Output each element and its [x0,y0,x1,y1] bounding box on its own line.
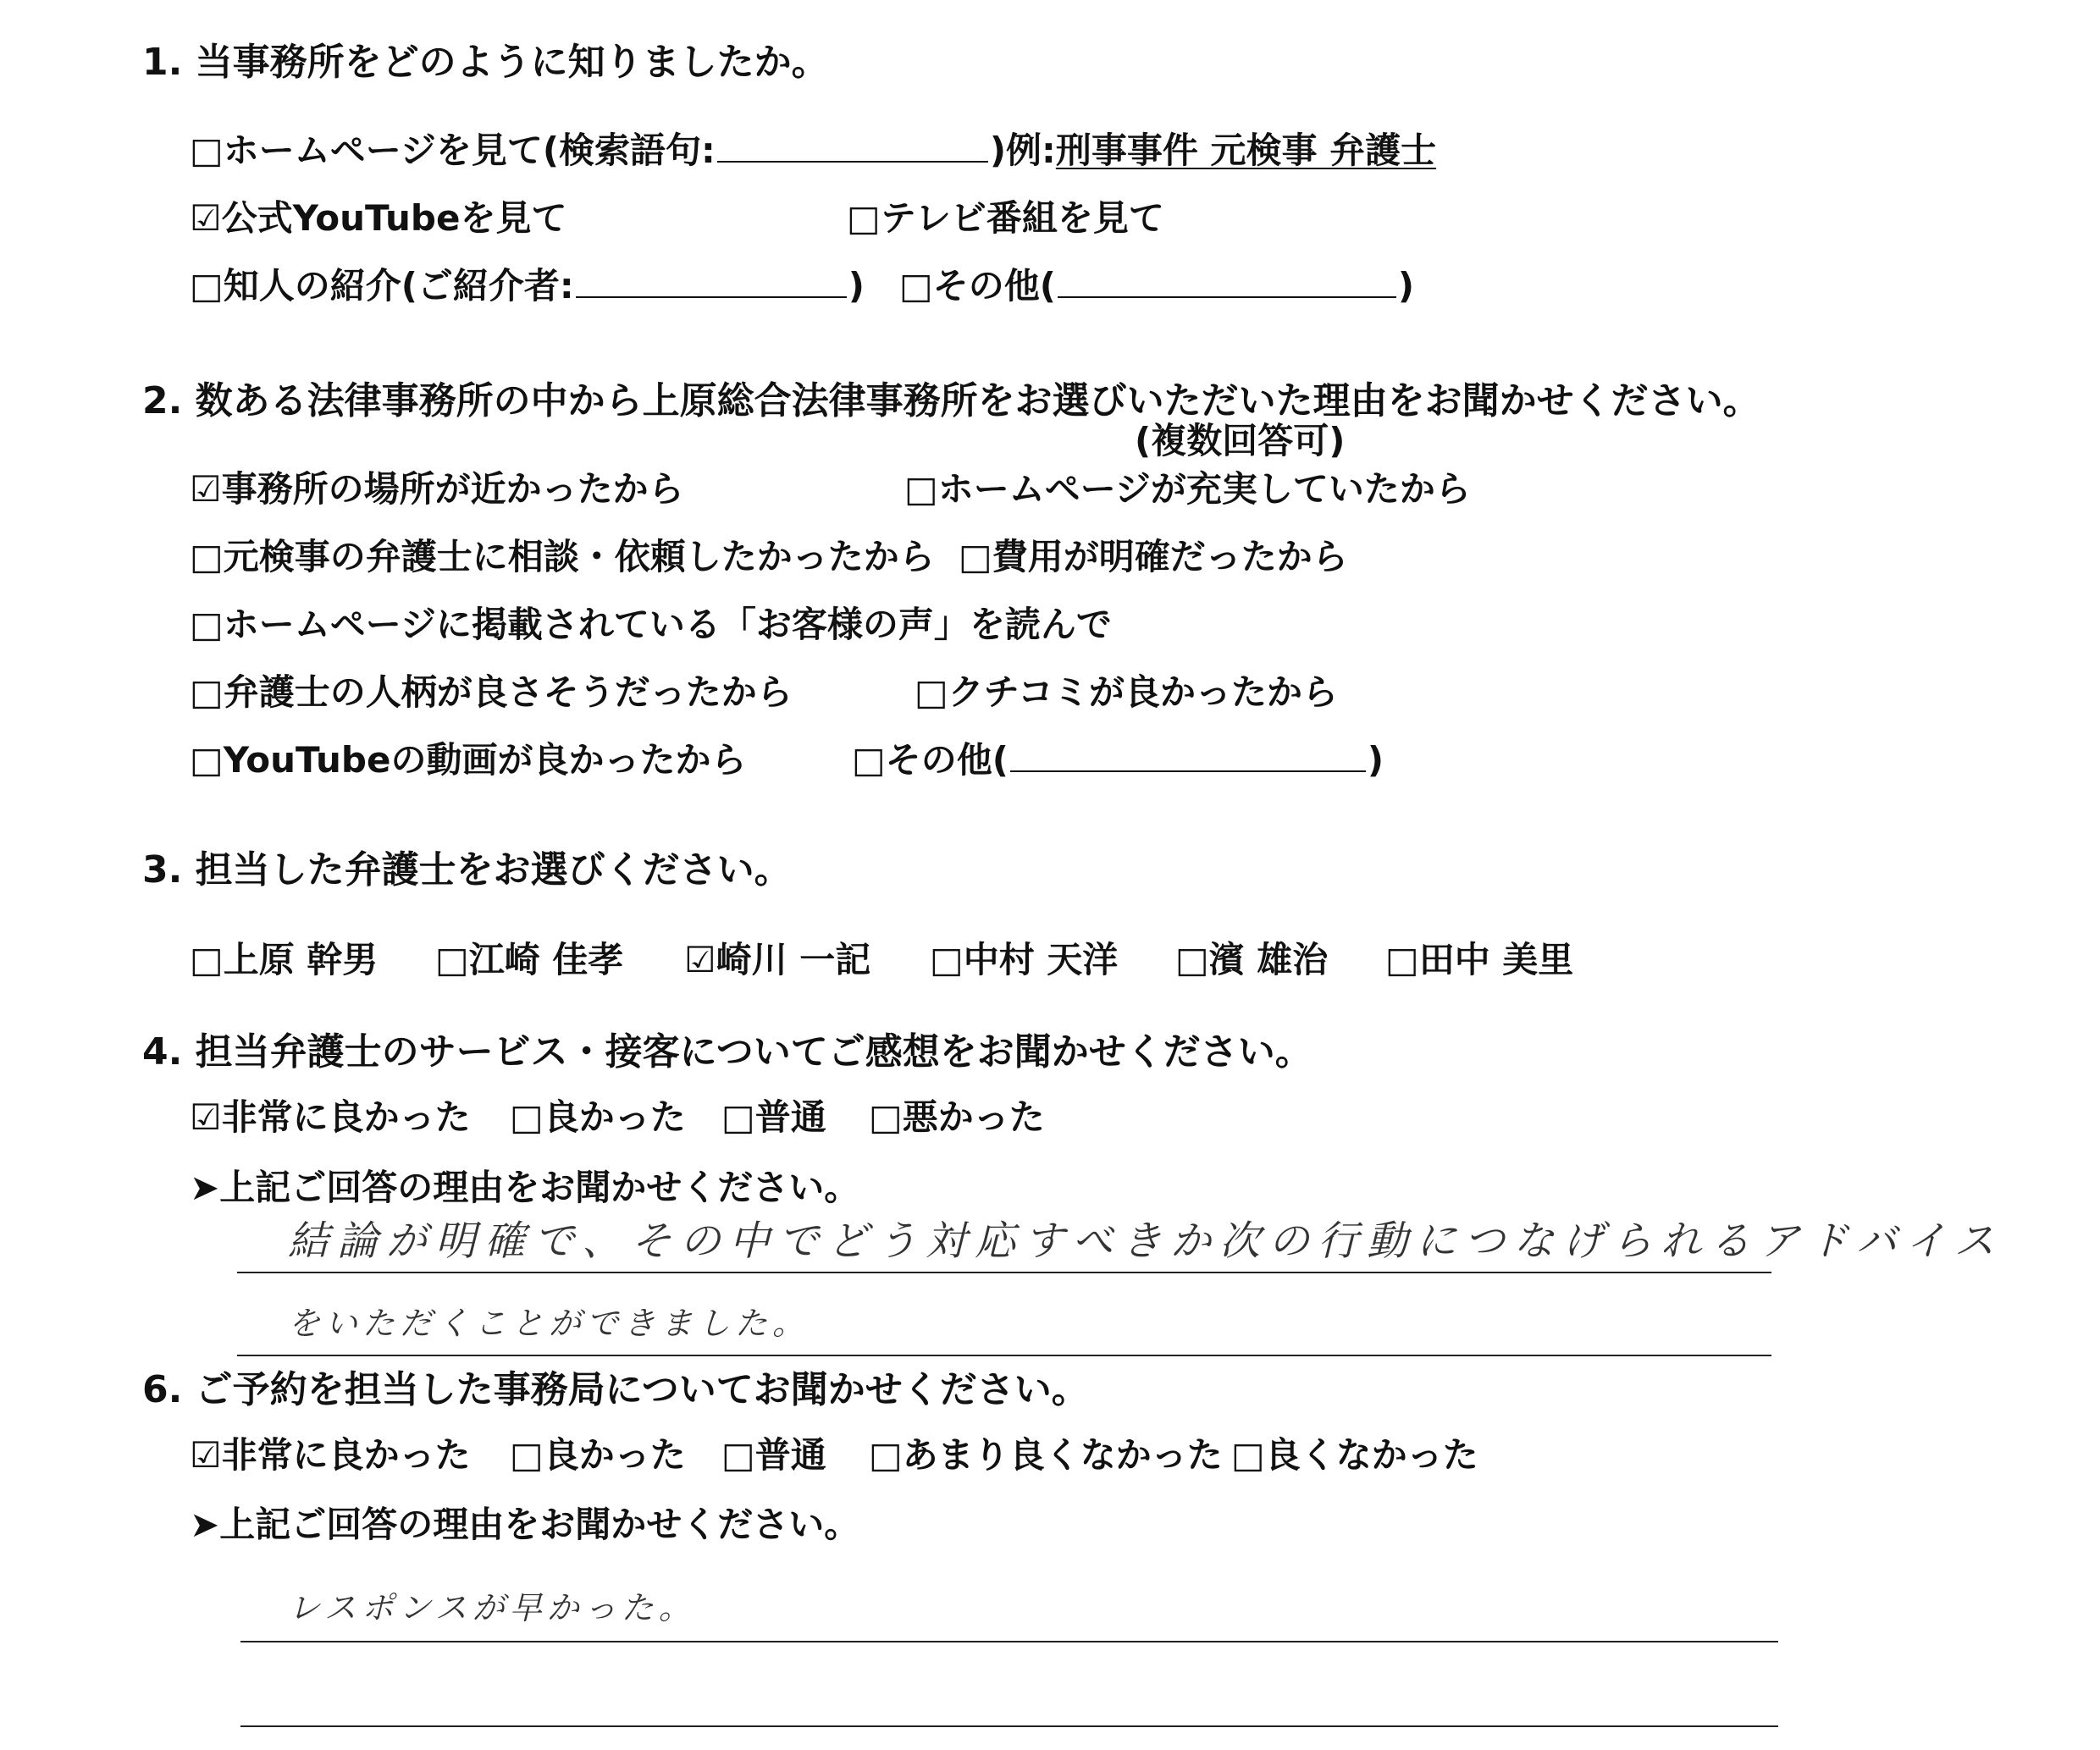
lawyer-name: 中村 天洋 [963,939,1119,980]
checkbox-youtube-videos[interactable]: □ [190,739,224,781]
option-label: その他( [885,739,1009,781]
option-label: クチコミが良かったから [948,671,1339,713]
q2-option-other[interactable] [852,739,1384,781]
q2-option-homepage[interactable] [904,468,1471,510]
q2-option-location[interactable] [190,468,684,510]
rating-label: あまり良くなかった [902,1434,1223,1476]
checkbox-rating[interactable]: □ [510,1096,544,1138]
rating-label: 良かった [543,1434,686,1476]
answer-rule [237,1272,1771,1273]
rating-label: 普通 [754,1434,826,1476]
rating-label: 良くなかった [1264,1434,1478,1476]
option-label: 公式YouTubeを見て [221,197,567,239]
checkbox-rating[interactable]: □ [721,1434,755,1476]
checkbox-other-reason[interactable]: □ [852,739,886,781]
checkbox-rating[interactable]: ☑ [190,1096,222,1138]
checkbox-other[interactable]: □ [899,265,933,306]
q2-option-former-prosecutor[interactable] [190,536,935,577]
lawyer-name: 崎川 一記 [716,939,871,980]
q6-title: 6. ご予約を担当した事務局についてお聞かせください。 [142,1368,1089,1411]
other-reason-blank[interactable] [1010,770,1366,772]
lawyer-name: 江崎 佳孝 [468,939,624,980]
checkbox-rating[interactable]: □ [869,1434,903,1476]
lawyer-option[interactable] [684,939,871,980]
option-close: ) [848,265,865,306]
lawyer-name: 濱 雄治 [1208,939,1329,980]
search-terms-blank[interactable] [717,160,988,163]
option-label: ホームページに掲載されている「お客様の声」を読んで [223,604,1112,645]
checkbox-lawyer[interactable]: □ [1385,939,1419,980]
q6-option[interactable] [190,1434,471,1476]
q6-option[interactable] [510,1434,686,1476]
q2-note: (複数回答可) [1135,420,1346,461]
lawyer-option[interactable] [435,939,624,980]
checkbox-clear-fees[interactable]: □ [959,536,992,577]
q2-option-clear-fees[interactable] [959,536,1348,577]
q6-answer-line-1: レスポンスが早かった。 [288,1589,696,1626]
answer-rule [240,1641,1778,1642]
q1-option-tv[interactable] [847,197,1164,239]
q6-option[interactable] [1231,1434,1478,1476]
checkbox-rating[interactable]: □ [869,1096,903,1138]
answer-rule [237,1355,1771,1356]
q6-reason-prompt: ➤上記ご回答の理由をお聞かせください。 [190,1504,860,1545]
q4-title: 4. 担当弁護士のサービス・接客についてご感想をお聞かせください。 [142,1030,1312,1074]
q4-option[interactable] [510,1096,686,1138]
lawyer-option[interactable] [190,939,379,980]
option-label: ホームページを見て(検索語句: [223,130,716,171]
checkbox-rating[interactable]: ☑ [190,1434,222,1476]
checkbox-lawyer[interactable]: ☑ [684,939,716,980]
q4-reason-prompt: ➤上記ご回答の理由をお聞かせください。 [190,1167,860,1208]
checkbox-referral[interactable]: □ [190,265,224,306]
checkbox-youtube[interactable]: ☑ [190,197,222,239]
option-label: 知人の紹介(ご紹介者: [223,265,574,306]
example-keywords: 刑事事件 元検事 弁護士 [1055,130,1437,171]
checkbox-former-prosecutor[interactable]: □ [190,536,224,577]
checkbox-lawyer[interactable]: □ [930,939,964,980]
checkbox-rating[interactable]: □ [1231,1434,1265,1476]
option-label: ホームページが充実していたから [937,468,1471,510]
other-blank[interactable] [1058,295,1396,298]
option-label: YouTubeの動画が良かったから [223,739,747,781]
lawyer-name: 田中 美里 [1418,939,1574,980]
q2-option-testimonials[interactable] [190,604,1112,645]
referrer-blank[interactable] [576,295,847,298]
checkbox-lawyer[interactable]: □ [190,939,224,980]
q6-option[interactable] [721,1434,826,1476]
option-label: その他( [932,265,1056,306]
q1-option-referral[interactable] [190,265,865,306]
checkbox-rating[interactable]: □ [510,1434,544,1476]
q4-answer-line-2: をいただくことができました。 [288,1305,810,1342]
q3-title: 3. 担当した弁護士をお選びください。 [142,848,792,892]
lawyer-option[interactable] [930,939,1119,980]
q1-option-homepage[interactable] [190,130,1437,171]
checkbox-reviews[interactable]: □ [915,671,948,713]
checkbox-location[interactable]: ☑ [190,468,222,510]
answer-rule [240,1725,1778,1727]
option-label: 費用が明確だったから [992,536,1348,577]
rating-label: 非常に良かった [221,1434,471,1476]
checkbox-homepage[interactable]: □ [190,130,224,171]
option-close: )例: [989,130,1056,171]
option-label: 弁護士の人柄が良さそうだったから [223,671,793,713]
checkbox-rating[interactable]: □ [721,1096,755,1138]
q1-title: 1. 当事務所をどのように知りましたか。 [142,41,829,84]
lawyer-option[interactable] [1385,939,1574,980]
q4-option[interactable] [721,1096,826,1138]
rating-label: 普通 [754,1096,826,1138]
q1-option-youtube[interactable] [190,197,567,239]
q2-option-personality[interactable] [190,671,793,713]
q2-option-youtube-videos[interactable] [190,739,747,781]
option-close: ) [1397,265,1415,306]
q6-option[interactable] [869,1434,1223,1476]
q4-answer-line-1: 結論が明確で、その中でどう対応すべきか次の行動につなげられるアドバイス [288,1217,2003,1265]
option-label: 事務所の場所が近かったから [221,468,684,510]
checkbox-lawyer[interactable]: □ [435,939,469,980]
checkbox-homepage-content[interactable]: □ [904,468,938,510]
option-label: 元検事の弁護士に相談・依頼したかったから [223,536,935,577]
lawyer-option[interactable] [1175,939,1329,980]
option-label: テレビ番組を見て [880,197,1164,239]
q4-option[interactable] [190,1096,471,1138]
checkbox-personality[interactable]: □ [190,671,224,713]
option-close: ) [1367,739,1384,781]
q1-option-other[interactable] [899,265,1415,306]
checkbox-tv[interactable]: □ [847,197,881,239]
q4-option[interactable] [869,1096,1045,1138]
rating-label: 良かった [543,1096,686,1138]
q2-option-reviews[interactable] [915,671,1339,713]
q2-title: 2. 数ある法律事務所の中から上原総合法律事務所をお選びいただいた理由をお聞かせください。 [142,379,1760,422]
checkbox-testimonials[interactable]: □ [190,604,224,645]
checkbox-lawyer[interactable]: □ [1175,939,1209,980]
lawyer-name: 上原 幹男 [223,939,379,980]
rating-label: 悪かった [902,1096,1045,1138]
rating-label: 非常に良かった [221,1096,471,1138]
